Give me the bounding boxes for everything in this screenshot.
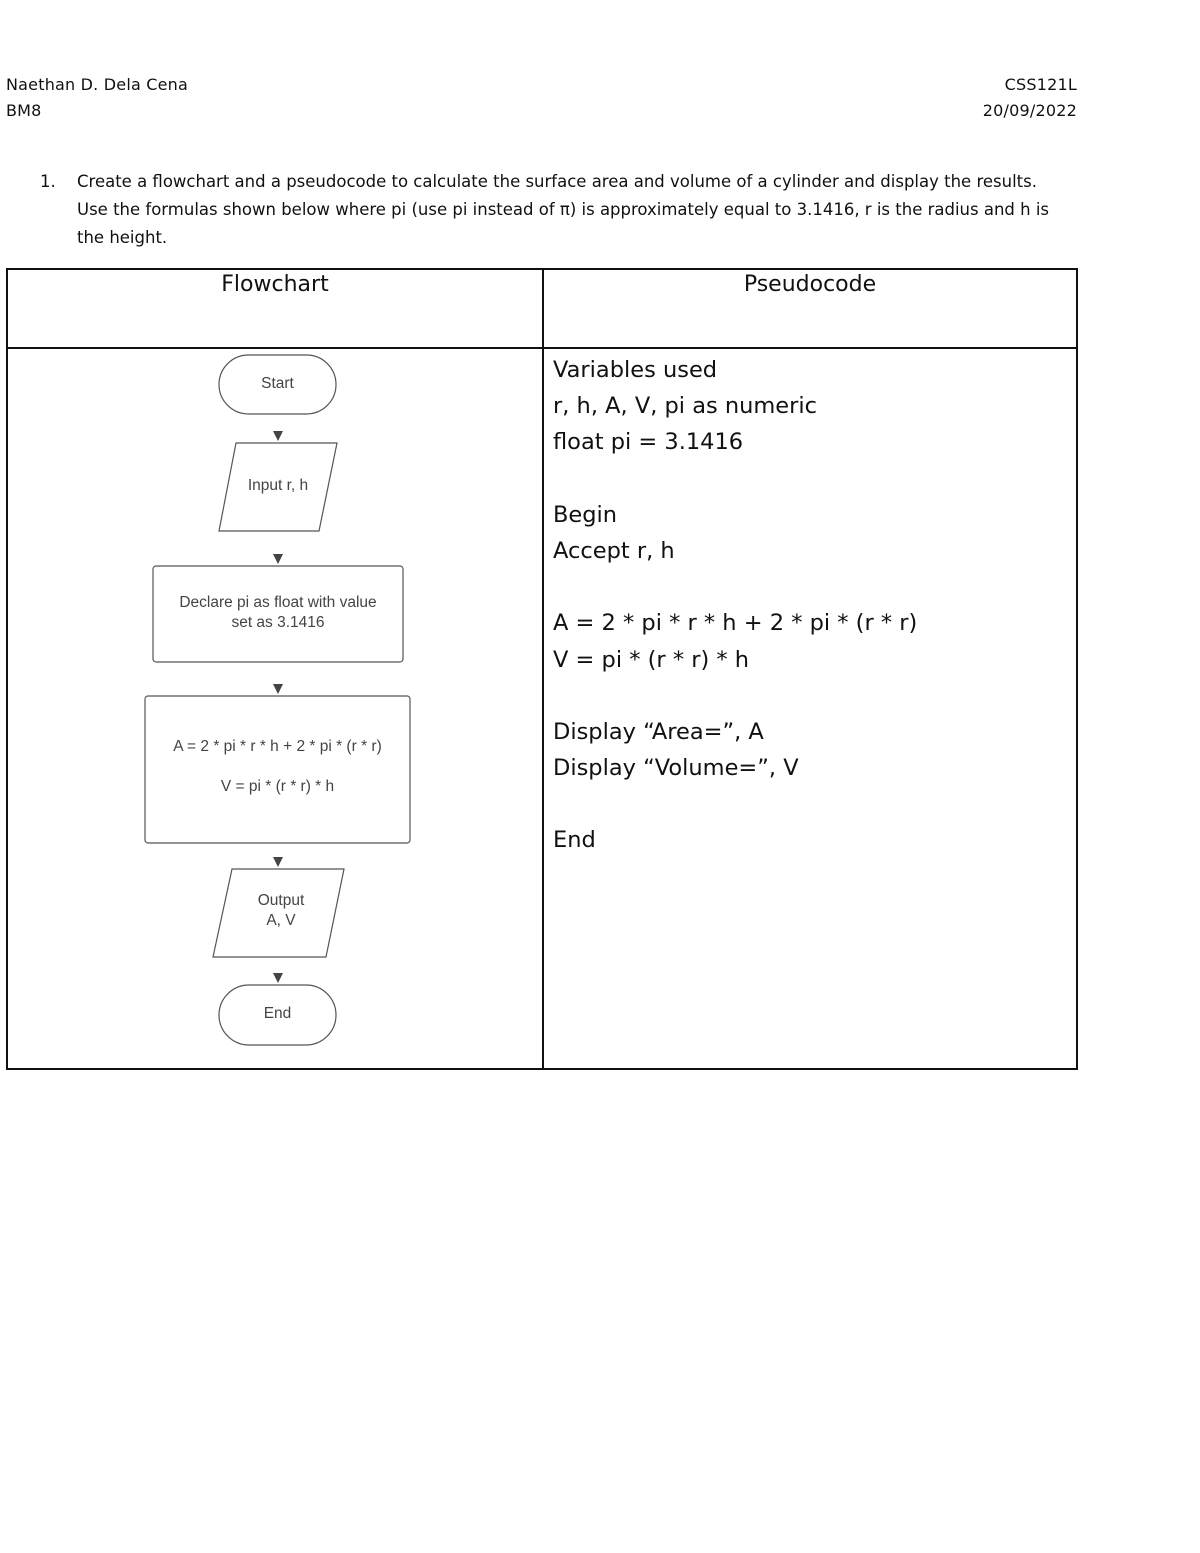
- pseudocode-line: End: [553, 827, 596, 854]
- start-label: Start: [261, 375, 294, 392]
- pseudocode-line: [553, 678, 1076, 714]
- submission-date: 20/09/2022: [982, 101, 1077, 120]
- formula-label-volume: V = pi * (r * r) * h: [220, 778, 335, 795]
- student-info: [6, 72, 188, 124]
- output-label-line1: Output: [257, 892, 305, 909]
- course-code: CSS121L: [1004, 75, 1077, 94]
- pseudocode-line: Accept r, h: [553, 537, 675, 564]
- input-label: Input r, h: [247, 477, 309, 494]
- pseudocode-line: r, h, A, V, pi as numeric: [553, 393, 818, 420]
- pseudocode-line: float pi = 3.1416: [553, 429, 744, 456]
- pseudocode-line: Display “Area=”, A: [553, 718, 764, 745]
- declare-label-line1: Declare pi as float with value: [179, 594, 377, 611]
- arrow-3: [273, 684, 283, 694]
- pseudocode-line: Begin: [553, 501, 618, 528]
- question-text: Create a flowchart and a pseudocode to calculate the surface area and volume of a cylinder and display the results. Use the formulas shown below where pi (use pi instead of π) is approximately equal to 3.1416, r is the radius and h is the height.: [77, 172, 1050, 247]
- arrow-2: [273, 554, 283, 564]
- answer-table: [6, 268, 1078, 1070]
- table-header-row: [7, 269, 1077, 348]
- arrow-5: [273, 973, 283, 983]
- arrow-4: [273, 857, 283, 867]
- question-number: 1.: [40, 172, 56, 191]
- output-label: [225, 891, 337, 931]
- table-body-row: [7, 348, 1077, 1069]
- pseudocode-cell: [543, 348, 1077, 1069]
- flowchart-diagram: [8, 349, 542, 1065]
- declare-label: [153, 593, 403, 633]
- pseudocode-line: Variables used: [553, 357, 718, 383]
- formula-label-area: A = 2 * pi * r * h + 2 * pi * (r * r): [173, 738, 382, 755]
- end-label: End: [263, 1005, 292, 1022]
- pseudocode-line: [553, 786, 1076, 822]
- arrow-1: [273, 431, 283, 441]
- pseudocode-line: Display “Volume=”, V: [553, 755, 799, 782]
- declare-label-line2: set as 3.1416: [231, 614, 325, 631]
- course-info: [983, 72, 1077, 124]
- pseudocode-line: [553, 569, 1076, 605]
- pseudocode-header: Pseudocode: [543, 269, 1077, 348]
- output-label-line2: A, V: [266, 912, 296, 929]
- student-name: Naethan D. Dela Cena: [6, 75, 189, 94]
- flowchart-header: Flowchart: [7, 269, 543, 348]
- formula-label: [145, 737, 410, 797]
- student-section: BM8: [6, 101, 42, 120]
- pseudocode-line: [553, 461, 1076, 497]
- pseudocode-line: A = 2 * pi * r * h + 2 * pi * (r * r): [553, 610, 918, 637]
- question: [40, 168, 1050, 252]
- pseudocode-line: V = pi * (r * r) * h: [553, 646, 750, 673]
- flowchart-cell: [7, 348, 543, 1069]
